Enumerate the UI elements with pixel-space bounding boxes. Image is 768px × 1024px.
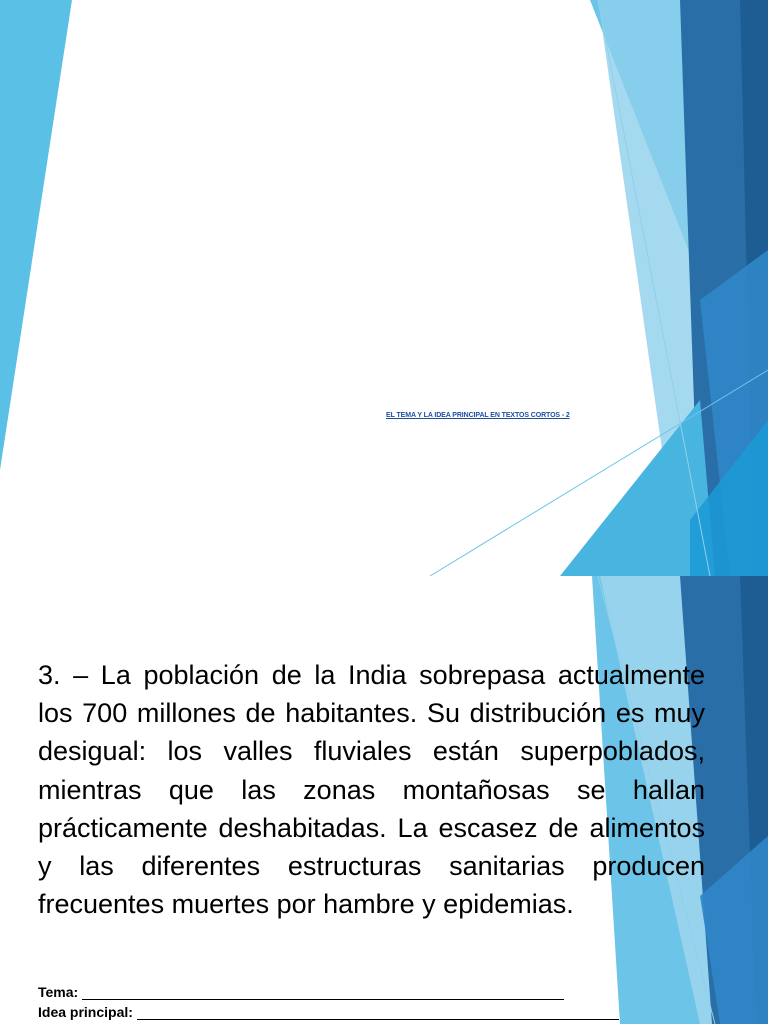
- tema-field: [38, 984, 564, 1000]
- tema-label: Tema:: [38, 984, 79, 1000]
- tema-answer-line[interactable]: [82, 987, 564, 1000]
- idea-principal-field: [38, 1004, 619, 1020]
- left-triangle-shape: [0, 0, 72, 470]
- title-link[interactable]: EL TEMA Y LA IDEA PRINCIPAL EN TEXTOS CORTOS - 2: [386, 412, 570, 419]
- exercise-slide: [0, 576, 768, 1024]
- idea-principal-answer-line[interactable]: [137, 1007, 619, 1020]
- idea-principal-label: Idea principal:: [38, 1004, 133, 1020]
- exercise-paragraph: 3. – La población de la India sobrepasa actualmente los 700 millones de habitantes. Su distribución es muy desigual: los valles fluviales están superpoblados, mientras que las zonas montañosas se hallan prácticamente deshabitadas. La escasez de alimentos y las diferentes estructuras sanitarias producen frecuentes muertes por hambre y epidemias.: [38, 660, 705, 920]
